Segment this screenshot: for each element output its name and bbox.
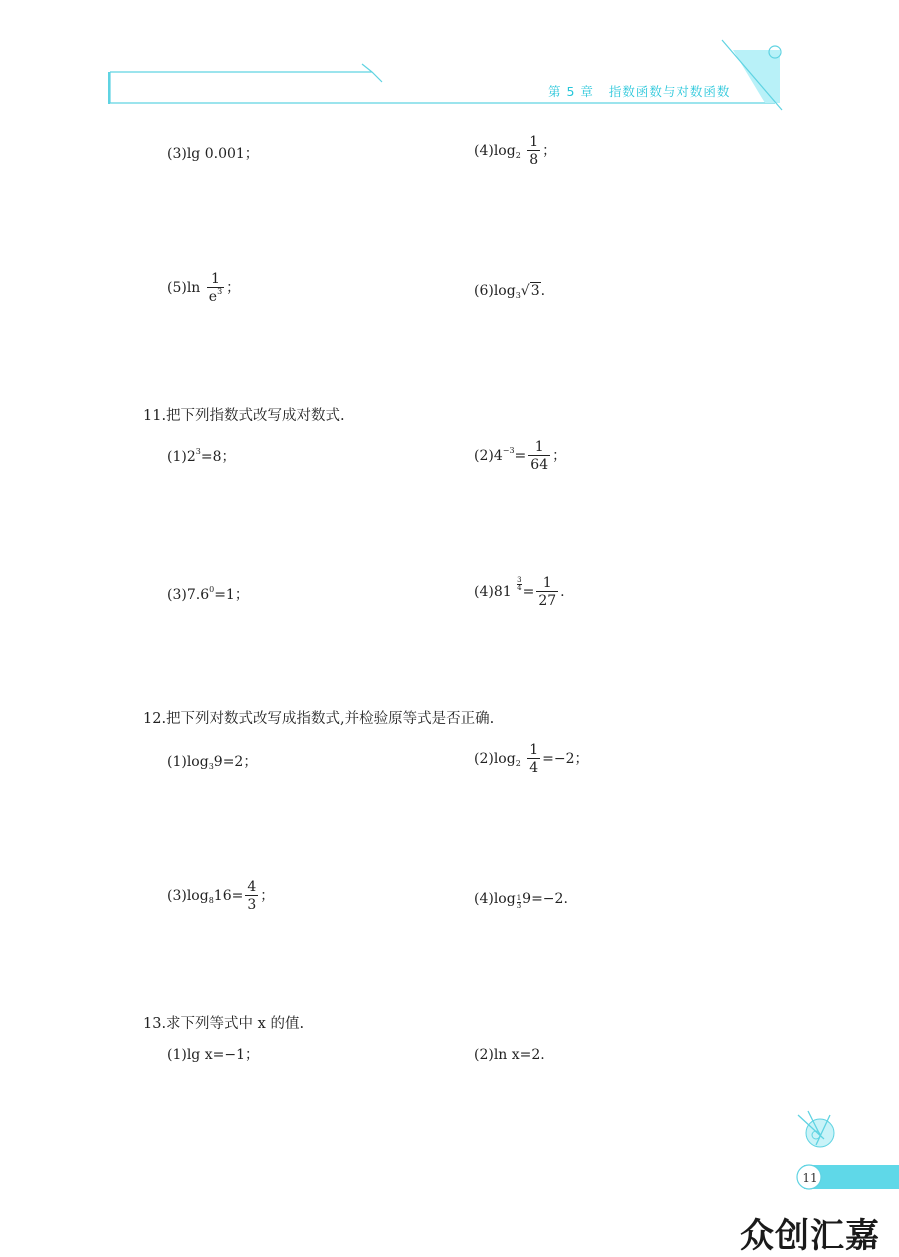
q10-part5: (5)ln $\frac{1}{e^3}$ ；	[167, 271, 241, 305]
q12-part4: (4)log $\frac{1}{3}$ 9=−2.	[474, 891, 568, 910]
chapter-number: 第 5 章	[548, 84, 594, 99]
fraction: $\frac{1}{8}$	[529, 134, 539, 168]
q11-part3: $(3)7.6^0=1$；	[167, 585, 249, 603]
fraction: $\frac{1}{4}$	[529, 742, 539, 776]
q13-title: 13.求下列等式中 x 的值.	[143, 1016, 305, 1032]
q10-part4: $(4)\log_2$ $\frac{1}{8}$ ；	[474, 134, 557, 168]
fraction: $\frac{1}{64}$	[530, 439, 549, 473]
exponent-fraction: $\frac{3}{4}$	[517, 576, 522, 592]
q11-title: 11.把下列指数式改写成对数式.	[143, 408, 345, 424]
watermark-text: 众创汇嘉	[740, 1216, 880, 1256]
fraction: $\frac{4}{3}$	[247, 879, 257, 913]
footer-decoration	[780, 1105, 899, 1195]
q10-part6: $(6)\log_3√3$.	[474, 283, 546, 300]
q11-part2: $(2)4^{-3}=$ $\frac{1}{64}$ ；	[474, 439, 567, 473]
header-decoration	[0, 0, 899, 130]
q13-part2: (2)ln x=2.	[474, 1047, 545, 1063]
q13-part1: (1)lg x=−1；	[167, 1047, 259, 1063]
q12-part1: $(1)\log_39=2$；	[167, 754, 258, 771]
page-number: 11	[802, 1171, 818, 1185]
q11-part1: $(1)2^3=8$；	[167, 447, 236, 465]
chapter-title: 指数函数与对数函数	[608, 84, 731, 99]
chapter-heading	[548, 82, 730, 100]
q12-title: 12.把下列对数式改写成指数式,并检验原等式是否正确.	[143, 711, 495, 727]
q10-part3: (3)lg 0.001；	[167, 146, 259, 162]
q12-part3: $(3)\log_816=$ $\frac{4}{3}$ ；	[167, 879, 275, 913]
fraction: $\frac{1}{27}$	[538, 575, 557, 609]
q12-part2: $(2)\log_2$ $\frac{1}{4}$ =−2；	[474, 742, 589, 776]
fraction: $\frac{1}{e^3}$	[208, 271, 223, 305]
q11-part4: (4)81 $\frac{3}{4}$ = $\frac{1}{27}$ .	[474, 575, 565, 609]
base-fraction: $\frac{1}{3}$	[516, 894, 522, 910]
